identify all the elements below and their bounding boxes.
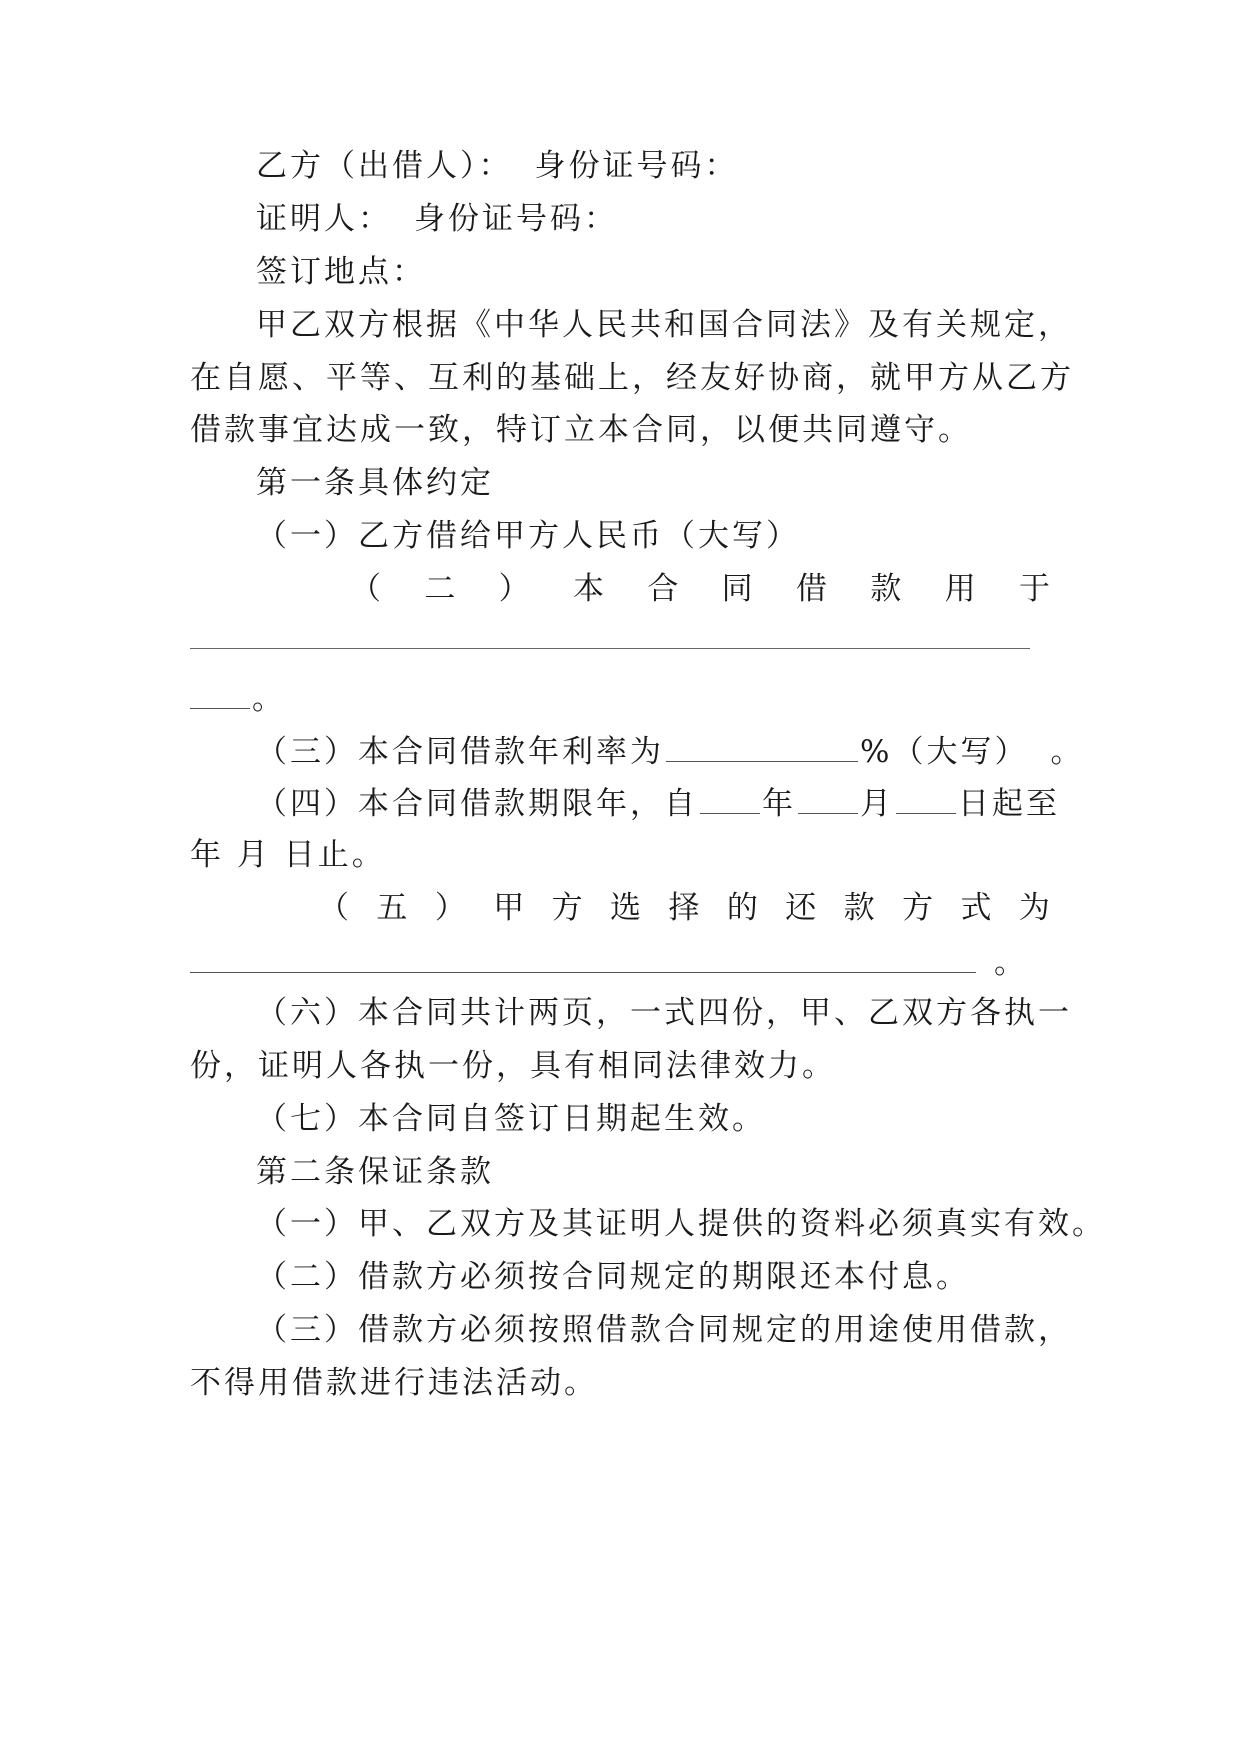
witness-id-label: 身份证号码：	[414, 201, 618, 237]
interest-rate-blank	[666, 721, 858, 762]
clause-1-6-text-1: （六）本合同共计两页，一式四份，甲、乙双方各执一	[256, 995, 1072, 1031]
signing-place-label: 签订地点：	[256, 254, 426, 290]
period-mark: 。	[252, 681, 286, 717]
clause-2-1-text: （一）甲、乙双方及其证明人提供的资料必须真实有效。	[256, 1206, 1106, 1242]
clause-1-2-char: ）	[498, 571, 530, 607]
day-label: 日起至	[958, 786, 1060, 822]
clause-1-5-char: 方	[551, 890, 583, 926]
clause-1-5-char: 择	[668, 890, 700, 926]
clause-1-2-end-line	[190, 668, 1050, 726]
repayment-method-blank	[190, 932, 976, 973]
clause-1-6-line-1	[190, 984, 1072, 1042]
start-month-blank	[798, 773, 858, 814]
clause-2-3-line-1	[190, 1301, 1072, 1359]
blank-underline-short	[190, 668, 250, 709]
clause-1-2-char: 同	[721, 571, 753, 607]
article-2-heading	[190, 1143, 1050, 1201]
clause-1-7-text: （七）本合同自签订日期起生效。	[256, 1101, 766, 1137]
lender-id-label: 身份证号码：	[534, 148, 739, 184]
preamble-line-1	[190, 296, 1072, 354]
end-date-text: 年 月 日止。	[190, 837, 386, 873]
signing-place-line	[190, 243, 1050, 301]
lender-line	[190, 137, 1050, 195]
clause-1-2-char: 二	[424, 571, 456, 607]
clause-1-5-char: 方	[902, 890, 934, 926]
clause-2-3-text-1: （三）借款方必须按照借款合同规定的用途使用借款，	[256, 1312, 1072, 1348]
interest-rate-unit: %（大写）	[860, 734, 1029, 770]
preamble-text-1: 甲乙双方根据《中华人民共和国合同法》及有关规定，	[256, 307, 1072, 343]
preamble-line-3	[190, 401, 1050, 459]
witness-line	[190, 190, 1050, 248]
clause-1-2-char: 本	[572, 571, 604, 607]
loan-term-label: （四）本合同借款期限年，自	[256, 786, 698, 822]
clause-1-4-end-line	[190, 826, 1050, 884]
lender-label: 乙方（出借人）：	[256, 148, 513, 184]
clause-1-7-line	[190, 1090, 1050, 1148]
clause-1-5-char: 款	[843, 890, 875, 926]
start-year-blank	[700, 773, 760, 814]
clause-1-6-text-2: 份，证明人各执一份，具有相同法律效力。	[190, 1048, 836, 1084]
preamble-text-2: 在自愿、平等、互利的基础上，经友好协商，就甲方从乙方	[190, 360, 1074, 396]
clause-2-3-line-2	[190, 1354, 1050, 1412]
clause-1-5-char: 式	[960, 890, 992, 926]
clause-1-3-line	[190, 721, 1085, 779]
clause-1-5-end-line	[190, 932, 1050, 990]
preamble-text-3: 借款事宜达成一致，特订立本合同，以便共同遵守。	[190, 412, 972, 448]
article-2-title: 第二条保证条款	[256, 1154, 494, 1190]
period-mark: 。	[994, 945, 1028, 981]
year-label: 年	[762, 786, 796, 822]
clause-1-2-char: 款	[870, 571, 902, 607]
period-mark: 。	[1050, 734, 1085, 770]
clause-2-1-line	[190, 1195, 1106, 1253]
interest-rate-label: （三）本合同借款年利率为	[256, 734, 664, 770]
clause-1-2-char: 用	[944, 571, 976, 607]
clause-2-3-text-2: 不得用借款进行违法活动。	[190, 1365, 598, 1401]
clause-1-5-char: 的	[726, 890, 758, 926]
clause-1-5-char: 还	[785, 890, 817, 926]
start-day-blank	[896, 773, 956, 814]
clause-1-5-char: 选	[610, 890, 642, 926]
clause-2-2-line	[190, 1248, 1050, 1306]
clause-1-2-char: 合	[647, 571, 679, 607]
clause-1-5-char: 五	[376, 890, 408, 926]
clause-1-4-line	[190, 773, 1060, 831]
clause-1-1-line	[190, 507, 1050, 565]
clause-1-1-text: （一）乙方借给甲方人民币（大写）	[256, 518, 800, 554]
witness-label: 证明人：	[256, 201, 392, 237]
article-1-title: 第一条具体约定	[256, 465, 494, 501]
clause-1-5-char: 为	[1018, 890, 1050, 926]
clause-1-5-line	[318, 879, 1050, 937]
clause-1-5-char: 甲	[493, 890, 525, 926]
article-1-heading	[190, 454, 1050, 512]
blank-underline-purpose	[190, 648, 1030, 649]
month-label: 月	[860, 786, 894, 822]
clause-1-2-line	[350, 560, 1050, 618]
clause-1-2-char: （	[350, 571, 381, 607]
clause-1-5-char: （	[318, 890, 349, 926]
clause-1-5-char: ）	[434, 890, 466, 926]
clause-1-2-char: 借	[795, 571, 827, 607]
clause-2-2-text: （二）借款方必须按合同规定的期限还本付息。	[256, 1259, 970, 1295]
preamble-line-2	[190, 349, 1074, 407]
clause-1-2-char: 于	[1018, 571, 1050, 607]
clause-1-6-line-2	[190, 1037, 1050, 1095]
